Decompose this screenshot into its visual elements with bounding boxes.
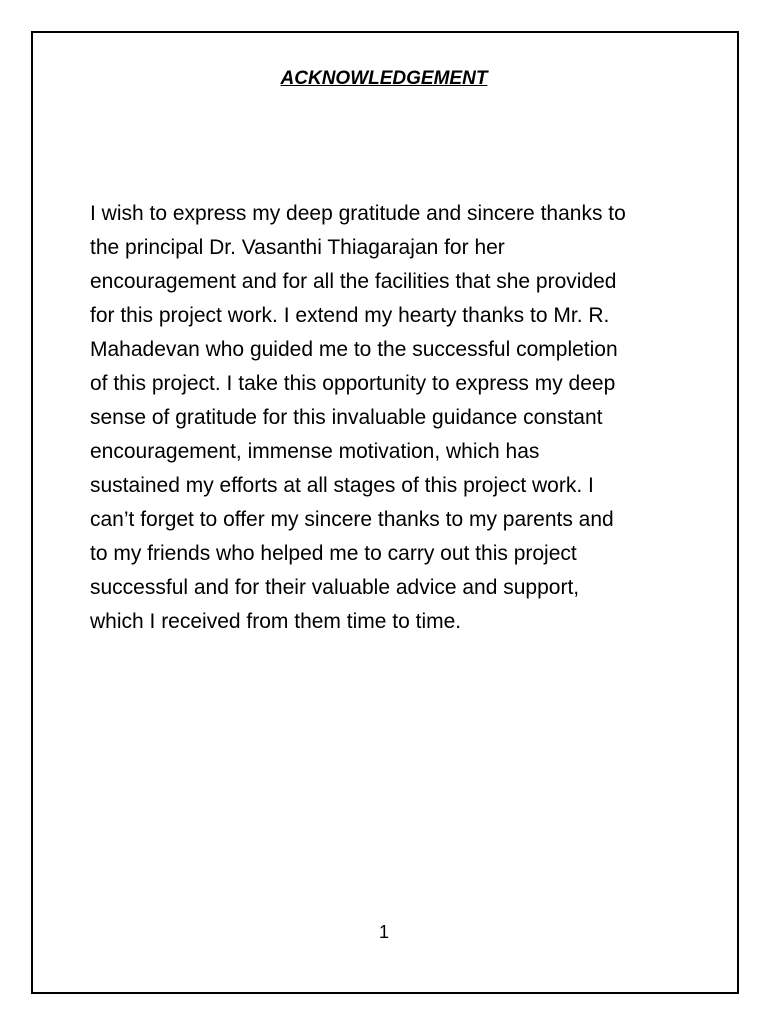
paragraph-line: I wish to express my deep gratitude and sincere thanks to: [90, 202, 626, 225]
paragraph-line: for this project work. I extend my hearty thanks to Mr. R.: [90, 304, 610, 327]
paragraph-line: the principal Dr. Vasanthi Thiagarajan for her: [90, 236, 505, 259]
paragraph-line: successful and for their valuable advice and support,: [90, 576, 580, 599]
acknowledgement-paragraph: [90, 197, 690, 639]
paragraph-line: which I received from them time to time.: [90, 610, 462, 633]
paragraph-line: sustained my efforts at all stages of this project work. I: [90, 474, 594, 497]
paragraph-line: can’t forget to offer my sincere thanks to my parents and: [90, 508, 614, 531]
page-number: 1: [378, 922, 389, 942]
page-title: ACKNOWLEDGEMENT: [280, 68, 488, 89]
paragraph-line: sense of gratitude for this invaluable guidance constant: [90, 406, 603, 429]
paragraph-line: to my friends who helped me to carry out this project: [90, 542, 577, 565]
paragraph-line: Mahadevan who guided me to the successful completion: [90, 338, 618, 361]
paragraph-line: encouragement and for all the facilities that she provided: [90, 270, 617, 293]
paragraph-line: encouragement, immense motivation, which has: [90, 440, 540, 463]
paragraph-line: of this project. I take this opportunity to express my deep: [90, 372, 616, 395]
